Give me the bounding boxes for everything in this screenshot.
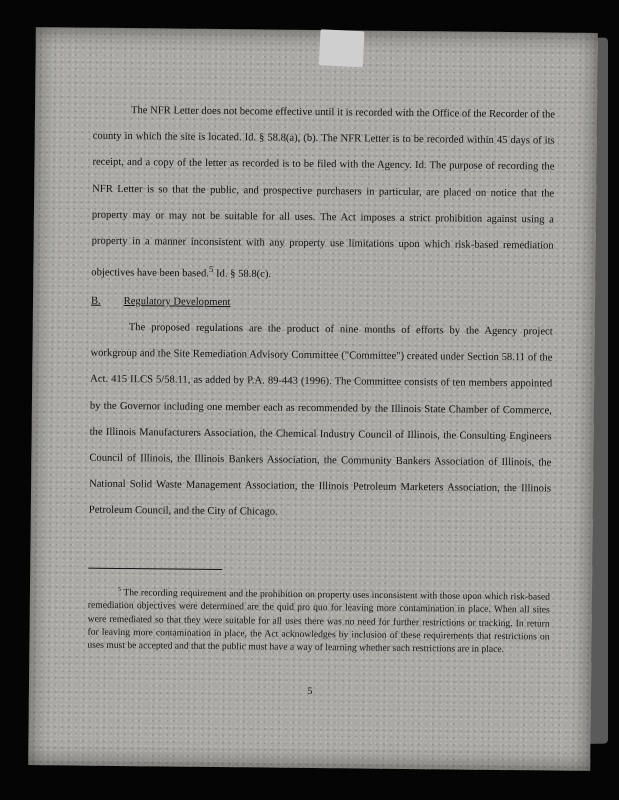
page-number: 5	[307, 685, 313, 698]
paragraph-regulatory-development: The proposed regulations are the product of nine months of efforts by the Agency project workgroup and the Site Remediation Advisory Committee ("Committee") created under Section 58.11 of the Act. 415 ILCS 5/58.11, as added by P.A. 89-443 (1996). The Committee consists of ten members appointed by the Governor including one member each as recommended by the Illinois State Chamber of Commerce, the Illinois Manufacturers Association, the Chemical Industry Council of Illinois, the Consulting Engineers Council of Illinois, the Illinois Bankers Association, the Community Bankers Association of Illinois, the National Solid Waste Management Association, the Illinois Petroleum Marketers Association, the Illinois Petroleum Council, and the City of Chicago.	[88, 322, 553, 519]
section-letter: B.	[90, 295, 101, 307]
citation: Id. § 58.8(c).	[215, 268, 272, 281]
paper-tab	[319, 29, 365, 67]
footnote-divider	[88, 568, 222, 570]
footnote	[87, 584, 550, 658]
document-page	[28, 27, 598, 771]
body-text	[89, 98, 555, 529]
footnote-number: 5	[117, 586, 122, 593]
footnote-text: The recording requirement and the prohibition on property uses inconsistent with those upon which risk-based remediation objectives were determined are the quid pro quo for leaving more contamination in place. When all sites were remediated so that they were suitable for all uses there was no need for further restrictions or tracking. In return for leaving more contamination in place, the Act acknowledges by inclusion of these requirements that restrictions on uses must be accepted and that the public must have a way of learning whether such restrictions are in place.	[87, 587, 550, 656]
footnote-reference: 5	[208, 264, 214, 275]
paragraph-nfr-letter	[91, 98, 555, 292]
section-title: Regulatory Development	[123, 295, 231, 309]
paragraph-1-text: The NFR Letter does not become effective until it is recorded with the Office of the Recorder of the county in which the site is located. Id. § 58.8(a), (b). The NFR Letter is to be recorded within 45 days of its receipt, and a copy of the letter as recorded is to be filed with the Agency. Id. The purpose of recording the NFR Letter is so that the public, and prospective purchasers in particular, are placed on notice that the property may or may not be suitable for all uses. The Act imposes a strict prohibition against using a property in a manner inconsistent with any property use limitations upon which risk-based remediation objectives have been based.	[91, 105, 556, 280]
